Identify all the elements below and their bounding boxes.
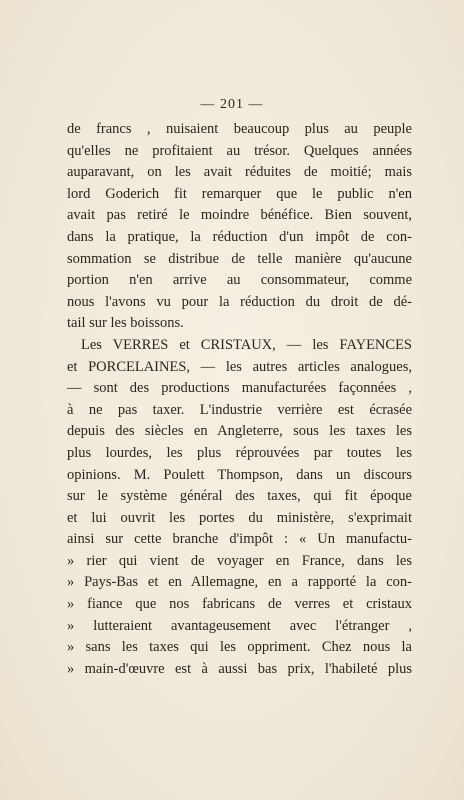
- text-line: dans la pratique, la réduction d'un impôt de con-: [67, 228, 412, 245]
- text-line: portion n'en arrive au consommateur, comme: [67, 272, 412, 289]
- text-line: plus lourdes, les plus réprouvées par toutes les: [67, 444, 412, 461]
- text-line: » rier qui vient de voyager en France, dans les: [67, 552, 412, 569]
- text-line: et PORCELAINES, — les autres articles analogues,: [67, 358, 412, 375]
- page-number: — 201 —: [200, 97, 264, 112]
- text-line: depuis des siècles en Angleterre, sous les taxes les: [67, 423, 412, 440]
- text-line: Les VERRES et CRISTAUX, — les FAYENCES: [81, 336, 412, 353]
- text-line: » Pays-Bas et en Allemagne, en a rapporté la con-: [67, 574, 412, 591]
- text-line: nous l'avons vu pour la réduction du droit de dé-: [67, 293, 412, 310]
- text-line: avait pas retiré le moindre bénéfice. Bien souvent,: [67, 207, 412, 224]
- text-line: opinions. M. Poulett Thompson, dans un discours: [67, 466, 412, 483]
- text-line: à ne pas taxer. L'industrie verrière est écrasée: [67, 401, 412, 418]
- text-line: sommation se distribue de telle manière qu'aucune: [67, 250, 412, 267]
- text-line: et lui ouvrit les portes du ministère, s'exprimait: [67, 509, 412, 526]
- text-line: auparavant, on les avait réduites de moitié; mais: [67, 164, 412, 181]
- text-line: lord Goderich fit remarquer que le public n'en: [67, 185, 412, 202]
- text-line: ainsi sur cette branche d'impôt : « Un manufactu-: [67, 531, 412, 548]
- text-line: de francs , nuisaient beaucoup plus au peuple: [67, 121, 412, 137]
- text-line: — sont des productions manufacturées façonnées ,: [67, 380, 412, 397]
- text-line: » fiance que nos fabricans de verres et cristaux: [67, 596, 412, 613]
- text-line: tail sur les boissons.: [67, 315, 184, 332]
- text-line: sur le système général des taxes, qui fit époque: [67, 488, 412, 505]
- body-text: [67, 119, 412, 680]
- text-line: » lutteraient avantageusement avec l'étranger ,: [67, 617, 412, 634]
- text-line: » sans les taxes qui les oppriment. Chez nous la: [67, 639, 412, 656]
- text-line: » main-d'œuvre est à aussi bas prix, l'habileté plus: [67, 660, 412, 677]
- text-line: qu'elles ne profitaient au trésor. Quelques années: [67, 142, 412, 159]
